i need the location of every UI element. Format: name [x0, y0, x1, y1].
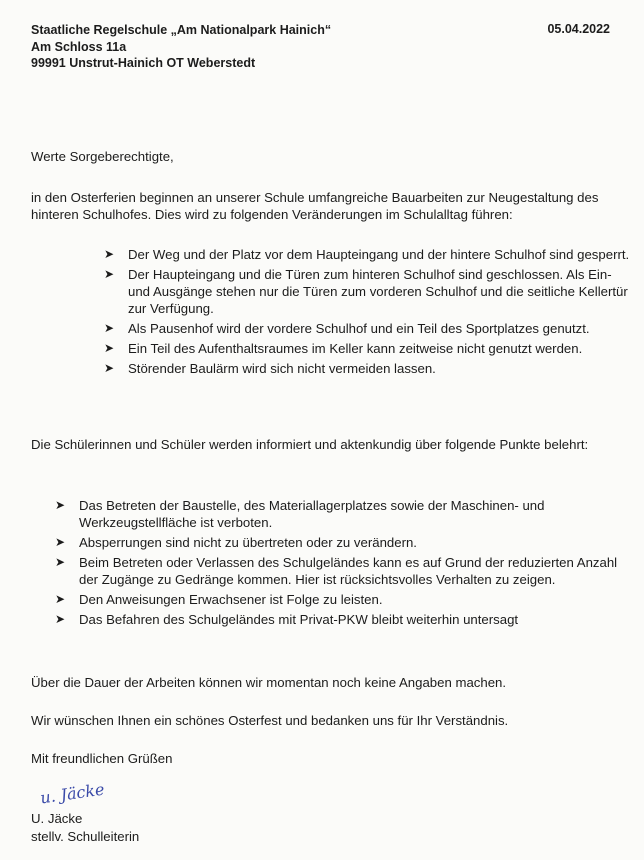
arrow-bullet-icon: ➤ [55, 555, 66, 569]
signatory-role: stellv. Schulleiterin [31, 829, 140, 844]
city: 99991 Unstrut-Hainich OT Weberstedt [31, 56, 256, 70]
rules-list [55, 497, 625, 631]
letter-date: 05.04.2022 [547, 22, 610, 36]
arrow-bullet-icon: ➤ [55, 535, 66, 549]
handwritten-signature: u. Jäcke [38, 779, 106, 808]
changes-list [104, 246, 630, 380]
students-intro: Die Schülerinnen und Schüler werden informiert und aktenkundig über folgende Punkte belehrt: [31, 437, 589, 452]
signatory-name: U. Jäcke [31, 811, 83, 826]
list-item: ➤ Absperrungen sind nicht zu übertreten oder zu verändern. [55, 535, 417, 550]
salutation: Werte Sorgeberechtigte, [31, 149, 174, 164]
arrow-bullet-icon: ➤ [55, 498, 66, 512]
school-name: Staatliche Regelschule „Am Nationalpark Hainich“ [31, 23, 332, 37]
list-item: ➤ Als Pausenhof wird der vordere Schulhof und ein Teil des Sportplatzes genutzt. [104, 321, 590, 336]
arrow-bullet-icon: ➤ [104, 341, 115, 355]
list-item: ➤ Der Weg und der Platz vor dem Haupteingang und der hintere Schulhof sind gesperrt. [104, 247, 630, 262]
intro-paragraph: in den Osterferien beginnen an unserer Schule umfangreiche Bauarbeiten zur Neugestaltung des hinteren Schulhofes. Dies wird zu folgenden Veränderungen im Schulalltag führen: [31, 190, 599, 222]
list-item: ➤ Das Betreten der Baustelle, des Materiallagerplatzes sowie der Maschinen- und Werkzeugstellfläche ist verboten. [55, 498, 545, 530]
arrow-bullet-icon: ➤ [104, 267, 115, 281]
list-item: ➤ Beim Betreten oder Verlassen des Schulgeländes kann es auf Grund der reduzierten Anzahl der Zugänge zu Gedränge kommen. Hier ist rücksichtsvolles Verhalten zu zeigen. [55, 555, 618, 587]
street: Am Schloss 11a [31, 39, 127, 54]
list-item: ➤ Ein Teil des Aufenthaltsraumes im Keller kann zeitweise nicht genutzt werden. [104, 341, 583, 356]
sender-address [31, 22, 331, 72]
closing: Mit freundlichen Grüßen [31, 751, 173, 766]
list-item: ➤ Den Anweisungen Erwachsener ist Folge zu leisten. [55, 592, 383, 607]
list-item: ➤ Störender Baulärm wird sich nicht vermeiden lassen. [104, 361, 436, 376]
list-item: ➤ Der Haupteingang und die Türen zum hinteren Schulhof sind geschlossen. Als Ein- und Ausgänge stehen nur die Türen zum vorderen Schulhof und die seitliche Kellertür zur Verfügung. [104, 267, 628, 316]
arrow-bullet-icon: ➤ [104, 361, 115, 375]
wishes: Wir wünschen Ihnen ein schönes Osterfest und bedanken uns für Ihr Verständnis. [31, 713, 509, 728]
list-item: ➤ Das Befahren des Schulgeländes mit Privat-PKW bleibt weiterhin untersagt [55, 612, 519, 627]
arrow-bullet-icon: ➤ [55, 612, 66, 626]
signatory [31, 810, 139, 846]
arrow-bullet-icon: ➤ [104, 321, 115, 335]
arrow-bullet-icon: ➤ [104, 247, 115, 261]
duration-note: Über die Dauer der Arbeiten können wir momentan noch keine Angaben machen. [31, 675, 507, 690]
arrow-bullet-icon: ➤ [55, 592, 66, 606]
